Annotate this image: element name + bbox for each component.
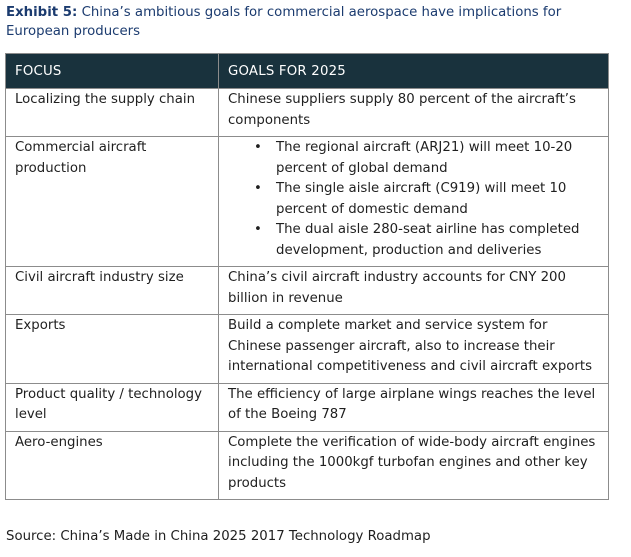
- goal-cell: Chinese suppliers supply 80 percent of the aircraft’s components: [219, 89, 609, 137]
- table-row: [6, 315, 609, 384]
- goal-bullet-item: • The dual aisle 280-seat airline has completed development, production and deliveries: [276, 220, 600, 261]
- source-note: Source: China’s Made in China 2025 2017 Technology Roadmap: [6, 529, 431, 544]
- table-row: [6, 267, 609, 315]
- exhibit-title-text: China’s ambitious goals for commercial aerospace have implications for European producers: [6, 5, 562, 39]
- table-header-row: [6, 54, 609, 89]
- table-row: [6, 383, 609, 431]
- goal-cell: Build a complete market and service system for Chinese passenger aircraft, also to increase their international competitiveness and civil aircraft exports: [219, 315, 609, 384]
- focus-cell: Localizing the supply chain: [6, 89, 219, 137]
- goal-cell: Complete the verification of wide-body aircraft engines including the 1000kgf turbofan engines and other key products: [219, 431, 609, 500]
- column-header-focus: FOCUS: [6, 54, 219, 89]
- goals-table: [5, 53, 609, 500]
- goal-bullet-list: [228, 138, 600, 261]
- exhibit-label: Exhibit 5:: [6, 5, 78, 20]
- focus-cell: Product quality / technology level: [6, 383, 219, 431]
- focus-cell: Aero-engines: [6, 431, 219, 500]
- goal-bullet-item: • The regional aircraft (ARJ21) will meet 10-20 percent of global demand: [276, 138, 600, 179]
- goal-cell: China’s civil aircraft industry accounts for CNY 200 billion in revenue: [219, 267, 609, 315]
- goal-bullet-item: • The single aisle aircraft (C919) will meet 10 percent of domestic demand: [276, 179, 600, 220]
- goal-cell: The efficiency of large airplane wings reaches the level of the Boeing 787: [219, 383, 609, 431]
- focus-cell: Exports: [6, 315, 219, 384]
- goal-cell: [219, 137, 609, 267]
- focus-cell: Civil aircraft industry size: [6, 267, 219, 315]
- table-row: [6, 431, 609, 500]
- table-row: [6, 89, 609, 137]
- exhibit-title: [6, 3, 628, 41]
- column-header-goals: GOALS FOR 2025: [219, 54, 609, 89]
- focus-cell: Commercial aircraft production: [6, 137, 219, 267]
- table-row: [6, 137, 609, 267]
